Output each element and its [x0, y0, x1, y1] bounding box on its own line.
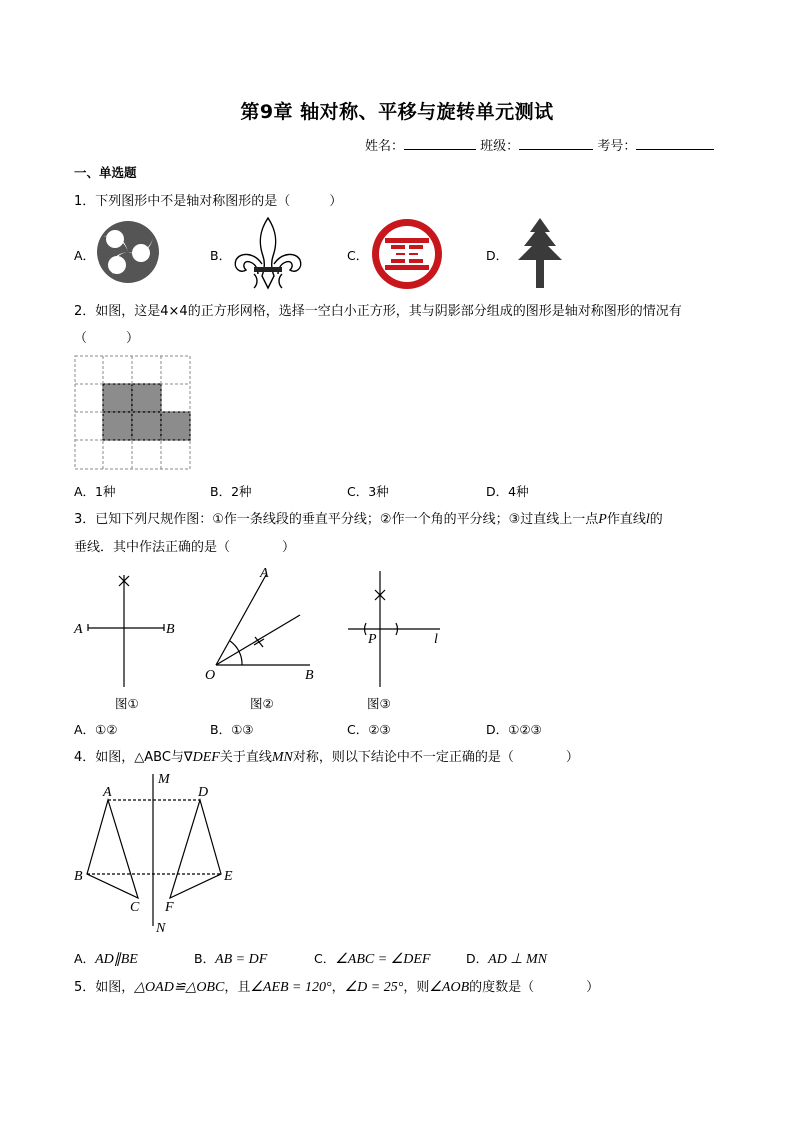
q1-option-c-label: C．: [347, 248, 369, 263]
q5-stem-text-b: ，且: [224, 980, 251, 995]
q4-option-b[interactable]: [194, 949, 267, 968]
q1-option-b-label: B．: [210, 248, 232, 263]
q3-figure-3-caption: 图③: [367, 696, 391, 711]
q1-stem: 1．下列图形中不是轴对称图形的是（ ）: [74, 194, 343, 209]
q1-option-a-figure: [95, 219, 161, 285]
q5-stem-angle-aeb: ∠AEB = 120°: [250, 980, 332, 995]
student-info: [365, 135, 714, 154]
q5-stem-text-e: 的度数是（ ）: [469, 980, 600, 995]
q4-stem: [74, 746, 579, 766]
q4-stem-text-c: 对称，则以下结论中不一定正确的是（ ）: [292, 750, 579, 765]
q3-stem-point-p: P: [598, 512, 607, 527]
ray-oa: [216, 575, 266, 665]
fig3-label-p: P: [368, 632, 377, 647]
q4-figure: [70, 770, 245, 935]
q2-option-d[interactable]: D．4种: [486, 484, 529, 499]
q2-stem-line2: （ ）: [74, 331, 140, 346]
fig2-label-b: B: [305, 668, 314, 683]
label-n: N: [156, 921, 166, 935]
q1-option-c-figure: [369, 216, 445, 292]
q1-option-d-figure: [508, 216, 572, 288]
fig1-label-b: B: [166, 622, 175, 637]
q4-stem-text-b: 关于直线: [219, 750, 272, 765]
class-blank[interactable]: [519, 137, 593, 150]
label-a: A: [103, 785, 112, 800]
q3-figure-1-caption: 图①: [115, 696, 139, 711]
q2-grid-figure: [74, 355, 192, 471]
label-d: D: [198, 785, 209, 800]
q5-stem-text-c: ，: [331, 980, 345, 995]
q5-stem-angle-aob: ∠AOB: [429, 980, 470, 995]
q2-option-b[interactable]: B．2种: [210, 484, 252, 499]
q4-option-c[interactable]: [314, 949, 430, 968]
q3-stem-line2: 垂线．其中作法正确的是（ ）: [74, 540, 296, 555]
name-blank[interactable]: [404, 137, 476, 150]
q4-option-d-letter: D．: [466, 951, 489, 966]
q3-figure-2-caption: 图②: [250, 696, 274, 711]
q4-stem-def: DEF: [192, 750, 220, 765]
q5-stem-text-d: ，则: [403, 980, 430, 995]
fig1-label-a: A: [74, 622, 83, 637]
fleur-de-lis-shape: [235, 218, 300, 288]
q3-option-d[interactable]: D．①②③: [486, 722, 542, 737]
class-label: 班级：: [480, 139, 520, 154]
fig2-label-o: O: [205, 668, 216, 683]
section-title: 一、单选题: [74, 165, 137, 180]
q5-stem-text-a: 5．如图，: [74, 980, 135, 995]
exam-label: 考号：: [597, 139, 637, 154]
q3-stem-text-b: 作直线: [606, 512, 646, 527]
q4-option-b-expr: AB = DF: [215, 952, 268, 967]
q4-option-c-letter: C．: [314, 951, 336, 966]
q2-stem: 2．如图，这是4×4的正方形网格，选择一空白小正方形，其与阴影部分组成的图形是轴对称图形的情况有: [74, 304, 682, 319]
q3-option-b[interactable]: B．①③: [210, 722, 254, 737]
q3-figure-3: [340, 565, 450, 690]
page-title: 第9章 轴对称、平移与旋转单元测试: [240, 101, 554, 123]
q5-stem-congruence: △OAD≌△OBC: [134, 980, 225, 995]
label-f: F: [165, 900, 174, 915]
tree-shape: [518, 218, 562, 288]
q3-stem: [74, 508, 663, 528]
q3-figure-1: [70, 565, 190, 695]
q3-figure-2: [200, 565, 330, 690]
q2-option-c[interactable]: C．3种: [347, 484, 389, 499]
q4-option-c-expr: ∠ABC = ∠DEF: [335, 952, 431, 967]
label-e: E: [224, 869, 233, 884]
q3-stem-text-c: 的: [649, 512, 663, 527]
q4-option-d-expr: AD ⊥ MN: [488, 952, 547, 967]
q5-stem-angle-d: ∠D = 25°: [344, 980, 404, 995]
q4-option-b-letter: B．: [194, 951, 216, 966]
q1-option-b-figure: [232, 216, 304, 290]
exam-number-blank[interactable]: [636, 137, 714, 150]
name-label: 姓名：: [365, 139, 405, 154]
q1-option-d-label: D．: [486, 248, 509, 263]
q2-option-a[interactable]: A．1种: [74, 484, 116, 499]
fig2-label-a: A: [260, 566, 269, 581]
q4-option-a-expr: AD∥BE: [95, 952, 138, 967]
triangle-def: [170, 800, 221, 898]
q3-stem-text-a: 3．已知下列尺规作图：①作一条线段的垂直平分线；②作一个角的平分线；③过直线上一点: [74, 512, 599, 527]
q1-option-a-label: A．: [74, 248, 96, 263]
q5-stem: [74, 976, 599, 996]
q3-option-a[interactable]: A．①②: [74, 722, 118, 737]
fig3-label-l: l: [434, 632, 438, 647]
grid-lines: [75, 356, 190, 469]
q4-stem-text-a: 4．如图，△ABC与∇: [74, 750, 193, 765]
label-m: M: [158, 772, 170, 787]
band-shape: [254, 267, 282, 272]
label-c: C: [130, 900, 140, 915]
q3-option-c[interactable]: C．②③: [347, 722, 391, 737]
label-b: B: [74, 869, 83, 884]
q4-option-d[interactable]: [466, 949, 547, 968]
q3-stem-line-l: l: [645, 512, 650, 527]
q4-option-a-letter: A．: [74, 951, 96, 966]
triangle-abc: [87, 800, 138, 898]
q4-stem-mn: MN: [271, 750, 293, 765]
q4-option-a[interactable]: [74, 949, 138, 968]
